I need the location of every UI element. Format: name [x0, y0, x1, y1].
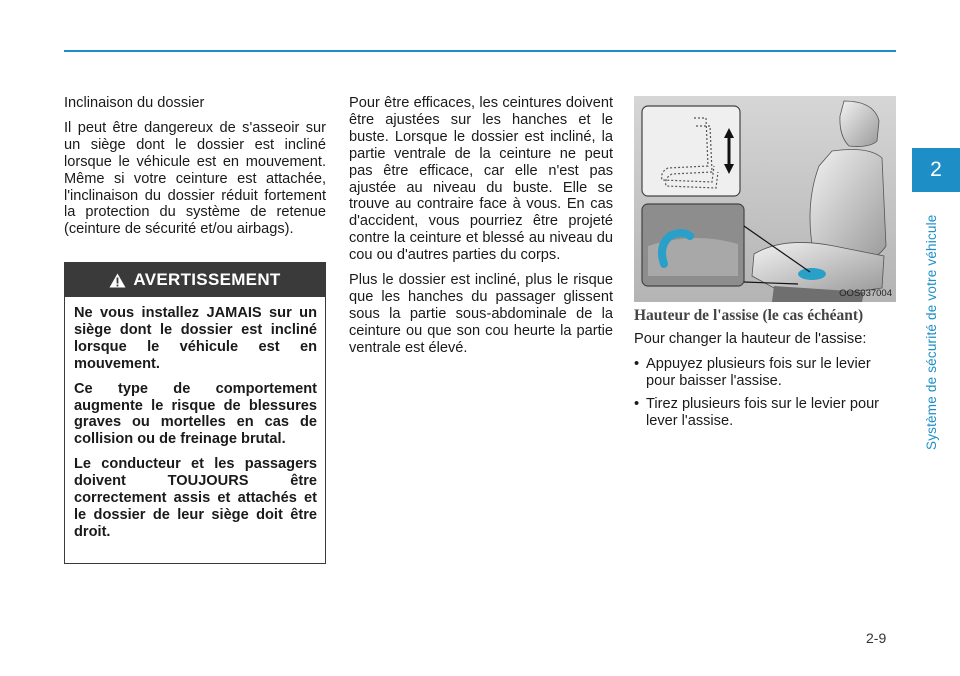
- chapter-number: 2: [930, 158, 942, 181]
- warning-paragraph: Le conducteur et les passagers doivent TOUJOURS être correctement assis et attachés et le dossier de leur siège doit être droit.: [74, 456, 317, 540]
- seat-height-intro: Pour changer la hauteur de l'assise:: [634, 330, 867, 347]
- column-1: [64, 95, 326, 246]
- warning-title: AVERTISSEMENT: [133, 270, 281, 289]
- warning-box: [64, 262, 326, 564]
- list-item: • Appuyez plusieurs fois sur le levier pour baisser l'assise.: [634, 356, 896, 390]
- column-3: [634, 308, 896, 435]
- figure-code: OOS037004: [839, 288, 892, 299]
- recline-heading: Inclinaison du dossier: [64, 95, 205, 111]
- seatbelt-paragraph: Plus le dossier est incliné, plus le risque que les hanches du passager glissent sous la partie sous-abdominale de la ceinture ou que son cou heurte la partie ventrale est élevé.: [349, 272, 613, 356]
- column-2: [349, 95, 613, 365]
- chapter-title-vertical: [904, 200, 960, 460]
- warning-paragraph: Ne vous installez JAMAIS sur un siège dont le dossier est incliné lorsque le véhicule est en mouvement.: [74, 305, 317, 372]
- page-number: 2-9: [866, 630, 887, 646]
- list-item: • Tirez plusieurs fois sur le levier pour lever l'assise.: [634, 396, 896, 430]
- seat-height-steps: [634, 356, 896, 430]
- warning-triangle-icon: [109, 273, 126, 288]
- seatbelt-paragraph: Pour être efficaces, les ceintures doivent être ajustées sur les hanches et le buste. Lorsque le dossier est incliné, la partie ventrale de la ceinture ne peut pas être efficace, car elle n'est pas ajustée au niveau du buste. Elle se trouve au contraire face à vous. En cas d'accident, vous pourriez être projeté contre la ceinture et blessé au niveau du cou ou d'autres parties du corps.: [349, 95, 613, 264]
- warning-paragraph: Ce type de comportement augmente le risque de blessures graves ou mortelles en cas de collision ou de freinage brutal.: [74, 380, 317, 448]
- chapter-number-tab: [912, 148, 960, 192]
- seat-illustration: [634, 96, 896, 302]
- recline-paragraph: Il peut être dangereux de s'asseoir sur un siège dont le dossier est incliné lorsque le véhicule est en mouvement. Même si votre ceinture est attachée, l'inclinaison du dossier réduit fortement la protection du système de retenue (ceinture de sécurité et/ou airbags).: [64, 119, 326, 238]
- warning-body: [65, 297, 325, 541]
- seat-height-figure: [634, 96, 896, 302]
- chapter-title: Système de sécurité de votre véhicule: [924, 214, 939, 450]
- seat-height-heading: Hauteur de l'assise (le cas échéant): [634, 307, 864, 324]
- warning-header: [65, 263, 325, 297]
- header-rule: [64, 50, 896, 52]
